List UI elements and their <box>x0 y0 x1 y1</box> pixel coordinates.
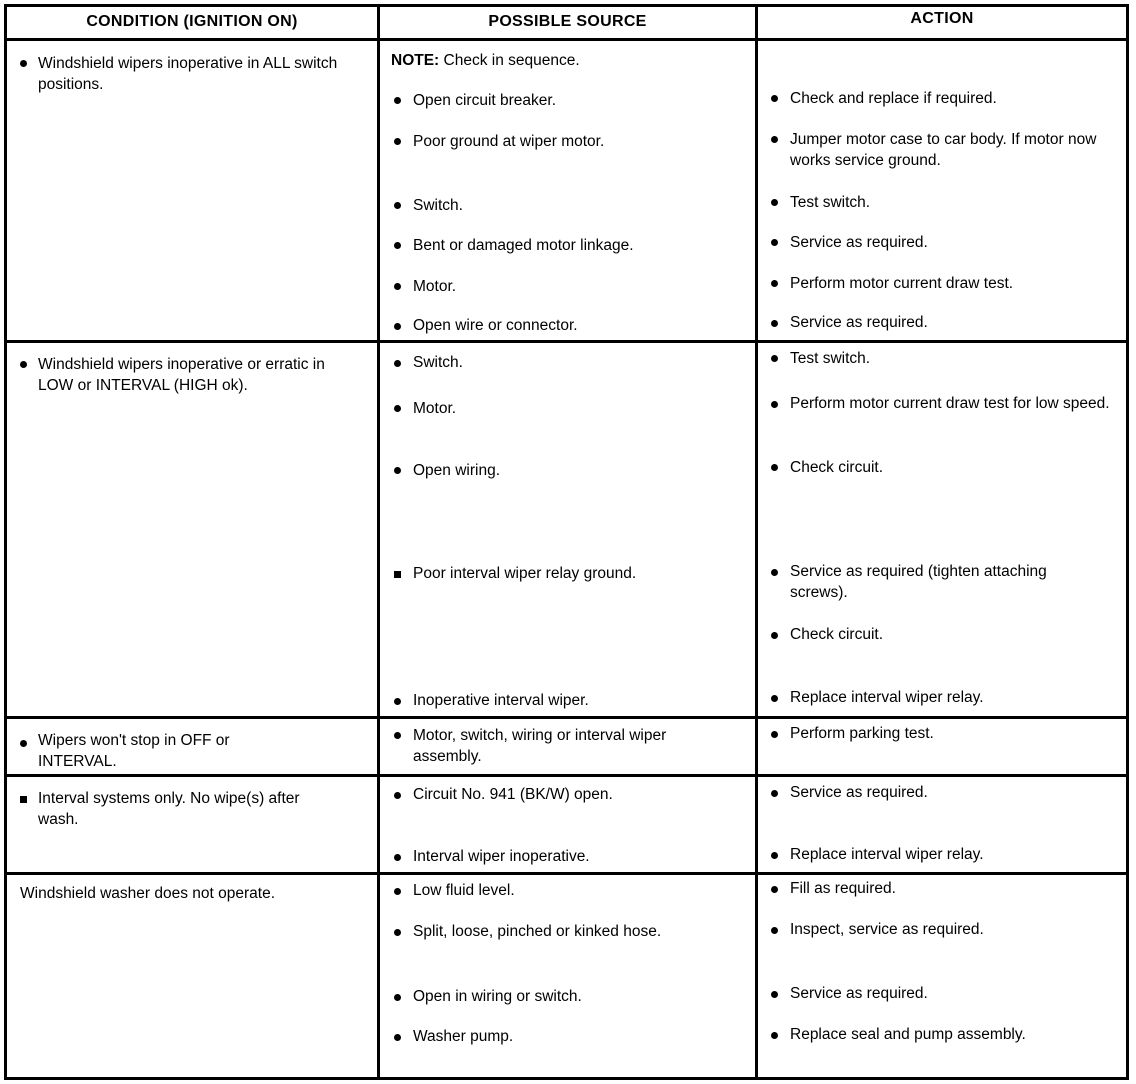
action-item: Check circuit. <box>790 459 884 476</box>
header-source: POSSIBLE SOURCE <box>488 13 647 30</box>
action-item: Service as required. <box>790 784 928 801</box>
source-item: Split, loose, pinched or kinked hose. <box>413 923 662 940</box>
row-divider-3 <box>4 774 1129 777</box>
bullet-icon <box>20 361 27 368</box>
action-item: Replace seal and pump assembly. <box>790 1026 1026 1043</box>
bullet-icon <box>771 401 778 408</box>
row-divider-4 <box>4 872 1129 875</box>
source-item: Circuit No. 941 (BK/W) open. <box>413 786 613 803</box>
action-item: Jumper motor case to car body. If motor now works service ground. <box>790 131 1097 169</box>
note-label: NOTE: <box>391 52 440 69</box>
bullet-icon <box>394 929 401 936</box>
bullet-icon <box>771 136 778 143</box>
table-bottom-border <box>4 1077 1129 1080</box>
action-item: Service as required. <box>790 985 928 1002</box>
bullet-icon <box>771 569 778 576</box>
bullet-icon <box>394 138 401 145</box>
bullet-icon <box>771 790 778 797</box>
bullet-icon <box>394 792 401 799</box>
source-note <box>391 50 741 71</box>
source-item: Inoperative interval wiper. <box>413 692 589 709</box>
condition-row-3: Wipers won't stop in OFF or INTERVAL. <box>38 732 230 770</box>
bullet-icon <box>771 695 778 702</box>
header-action: ACTION <box>910 10 974 27</box>
action-item: Test switch. <box>790 350 871 367</box>
bullet-icon <box>771 886 778 893</box>
table-left-border <box>4 4 7 1080</box>
bullet-icon <box>771 199 778 206</box>
source-item: Bent or damaged motor linkage. <box>413 237 634 254</box>
action-item: Check and replace if required. <box>790 90 997 107</box>
bullet-icon <box>771 731 778 738</box>
action-item: Inspect, service as required. <box>790 921 984 938</box>
source-item: Open circuit breaker. <box>413 92 557 109</box>
header-divider <box>4 38 1129 41</box>
condition-row-4: Interval systems only. No wipe(s) after wash. <box>38 790 300 828</box>
bullet-icon <box>394 360 401 367</box>
bullet-icon <box>771 95 778 102</box>
source-item: Motor. <box>413 400 457 417</box>
bullet-icon <box>394 854 401 861</box>
action-item: Check circuit. <box>790 626 884 643</box>
bullet-icon <box>394 97 401 104</box>
action-item: Perform motor current draw test for low speed. <box>790 395 1110 412</box>
bullet-icon <box>771 355 778 362</box>
bullet-icon <box>394 698 401 705</box>
bullet-icon <box>394 888 401 895</box>
column-divider-1 <box>377 4 380 1080</box>
source-item: Motor, switch, wiring or interval wiper assembly. <box>413 727 667 765</box>
source-item: Low fluid level. <box>413 882 515 899</box>
action-item: Service as required. <box>790 314 928 331</box>
bullet-icon <box>394 467 401 474</box>
header-condition: CONDITION (IGNITION ON) <box>86 13 298 30</box>
bullet-icon <box>771 991 778 998</box>
bullet-icon <box>394 994 401 1001</box>
bullet-icon <box>771 464 778 471</box>
condition-row-5: Windshield washer does not operate. <box>20 885 276 902</box>
source-item: Motor. <box>413 278 457 295</box>
condition-row-2: Windshield wipers inoperative or erratic in LOW or INTERVAL (HIGH ok). <box>38 356 325 394</box>
action-item: Test switch. <box>790 194 871 211</box>
bullet-icon <box>394 202 401 209</box>
bullet-icon <box>20 796 27 803</box>
source-item: Switch. <box>413 354 463 371</box>
bullet-icon <box>771 852 778 859</box>
action-item: Perform parking test. <box>790 725 934 742</box>
action-item: Replace interval wiper relay. <box>790 846 984 863</box>
source-item: Washer pump. <box>413 1028 514 1045</box>
bullet-icon <box>394 323 401 330</box>
bullet-icon <box>394 732 401 739</box>
bullet-icon <box>394 1034 401 1041</box>
bullet-icon <box>394 242 401 249</box>
action-item: Service as required (tighten attaching screws). <box>790 563 1047 601</box>
bullet-icon <box>394 283 401 290</box>
action-item: Replace interval wiper relay. <box>790 689 984 706</box>
column-divider-2 <box>755 4 758 1080</box>
bullet-icon <box>20 740 27 747</box>
action-item: Fill as required. <box>790 880 896 897</box>
action-item: Perform motor current draw test. <box>790 275 1014 292</box>
bullet-icon <box>771 632 778 639</box>
source-item: Open wiring. <box>413 462 501 479</box>
bullet-icon <box>771 320 778 327</box>
table-right-border <box>1126 4 1129 1080</box>
source-item: Poor interval wiper relay ground. <box>413 565 637 582</box>
bullet-icon <box>394 571 401 578</box>
action-item: Service as required. <box>790 234 928 251</box>
condition-row-1: Windshield wipers inoperative in ALL switch positions. <box>38 55 338 93</box>
bullet-icon <box>771 927 778 934</box>
source-item: Open wire or connector. <box>413 317 578 334</box>
bullet-icon <box>771 239 778 246</box>
note-text: Check in sequence. <box>443 52 580 69</box>
row-divider-1 <box>4 340 1129 343</box>
row-divider-2 <box>4 716 1129 719</box>
bullet-icon <box>394 405 401 412</box>
source-item: Open in wiring or switch. <box>413 988 582 1005</box>
bullet-icon <box>20 60 27 67</box>
bullet-icon <box>771 1032 778 1039</box>
source-item: Interval wiper inoperative. <box>413 848 590 865</box>
source-item: Switch. <box>413 197 463 214</box>
bullet-icon <box>771 280 778 287</box>
source-item: Poor ground at wiper motor. <box>413 133 605 150</box>
